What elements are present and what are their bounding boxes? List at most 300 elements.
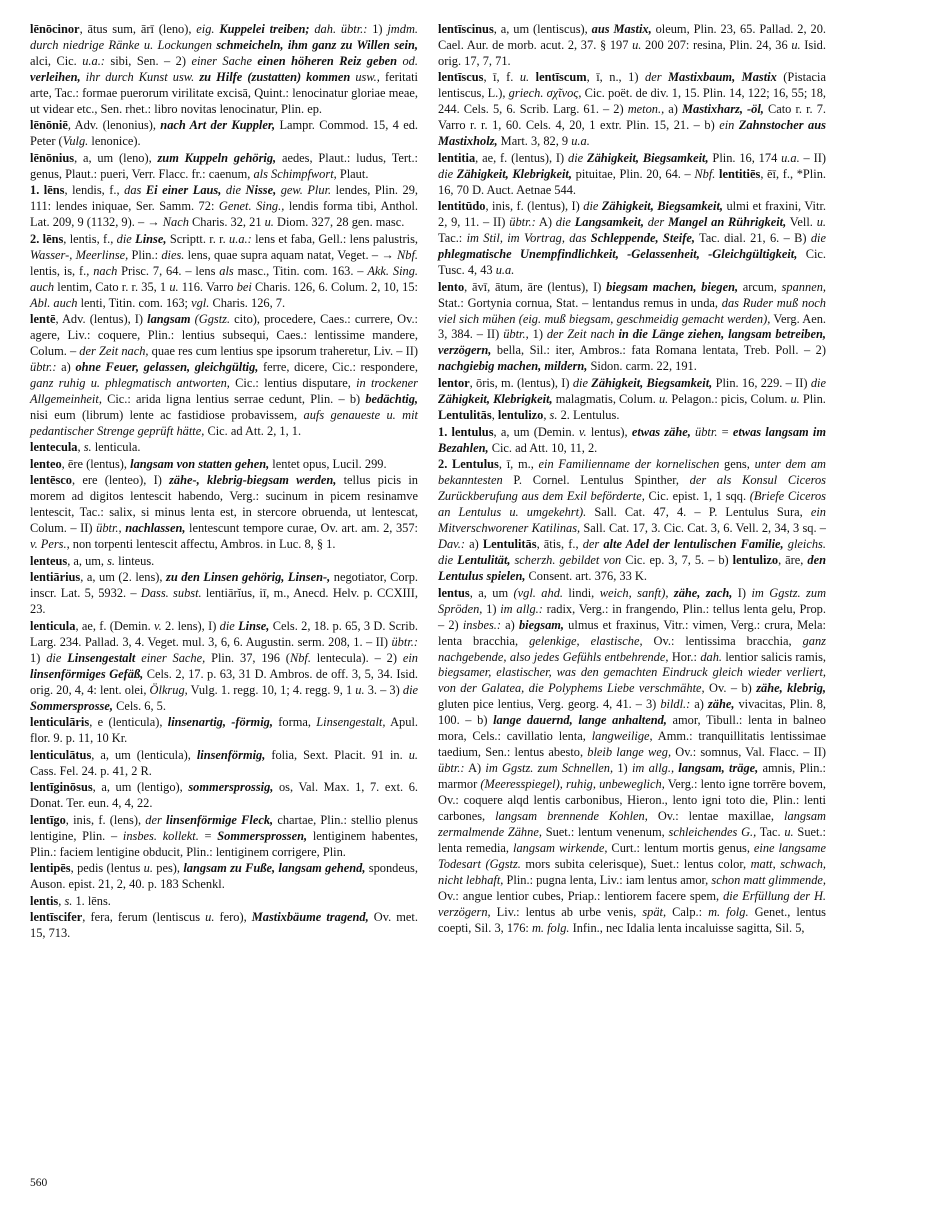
entry-text: (vgl. ahd.	[513, 585, 563, 600]
entry-text: linsenartig, -förmig,	[167, 715, 273, 730]
entry-text: Plin. 16, 229. – II)	[712, 375, 811, 390]
entry-text: 1)	[528, 327, 547, 342]
entry-text: gens,	[719, 457, 755, 472]
entry-text: =	[717, 424, 733, 439]
headword: lentīscifer	[30, 910, 83, 925]
entry-text: ein Familienname der kornelischen	[538, 457, 720, 472]
entry-text: lange dauernd, lange anhaltend,	[493, 713, 667, 728]
entry-text: Nisse,	[245, 183, 277, 198]
entry-text: als Schimpfwort,	[253, 166, 337, 181]
entry-text: Zähigkeit, Klebrigkeit,	[456, 166, 572, 181]
dictionary-entry	[30, 748, 418, 780]
entry-text: dah.	[700, 649, 722, 664]
entry-text: , āvī, ātum, āre (lentus), I)	[464, 279, 607, 294]
entry-text: , a, um (Demin.	[493, 424, 579, 439]
entry-text: u.a.:	[82, 53, 105, 68]
entry-text: Hor.:	[668, 649, 701, 664]
entry-text: übtr.:	[438, 761, 465, 776]
entry-text: ,	[491, 408, 498, 423]
entry-text: zu den Linsen gehörig, Linsen-,	[166, 570, 331, 585]
entry-text: Akk. Sing. auch	[30, 263, 419, 294]
entry-text: nach	[93, 263, 118, 278]
entry-text: lentiginem habentes, Plin.: faciem lentigine obducit, Plin.: lentiginem corrigere, Plin.	[30, 828, 418, 859]
entry-text: u.	[143, 861, 153, 876]
entry-text: die	[810, 231, 826, 246]
entry-text: =	[198, 828, 218, 843]
entry-text: Nbf.	[397, 247, 418, 262]
entry-text: übtr.:	[30, 359, 57, 374]
dictionary-entry	[438, 22, 826, 70]
entry-text: Cels. 6, 5.	[112, 698, 166, 713]
entry-text: u.a.	[571, 134, 590, 149]
entry-text: 3. – 3)	[364, 682, 403, 697]
entry-text: etwas zähe,	[631, 424, 691, 439]
entry-text: spondeus, Auson. epist. 21, 2, 40. p. 183 Schenkl.	[30, 861, 418, 892]
entry-text: Mart. 3, 82, 9	[497, 134, 572, 149]
headword: lentēsco	[30, 473, 72, 488]
entry-text: übtr.:	[391, 634, 418, 649]
dictionary-entry	[438, 280, 826, 376]
entry-text: lentiārĭus, iī, m., Anecd. Helv. p. CCXIII, 23.	[30, 586, 418, 617]
entry-text: in trockener Allgemeinheit,	[30, 375, 418, 406]
entry-text: u.	[784, 825, 794, 839]
entry-text: 1. lēns.	[72, 893, 111, 908]
dictionary-entry	[30, 440, 418, 456]
dictionary-entry	[30, 554, 418, 570]
right-column	[438, 22, 826, 937]
entry-text: zum Kuppeln gehörig,	[157, 150, 277, 165]
entry-text: etwas langsam im Bezahlen,	[438, 424, 826, 455]
entry-text: lentitiēs	[719, 166, 761, 181]
entry-text: Lampr. Commod. 15, 4 ed. Peter (	[30, 118, 418, 149]
entry-text: Cic.: arida ligna lentius serrae cedunt, Plin. – b)	[101, 391, 366, 406]
entry-text: A)	[464, 761, 486, 776]
entry-text: folia, Sext. Placit. 91 in.	[265, 747, 409, 762]
entry-text: m. folg.	[531, 920, 570, 935]
entry-text: Ov.: lentae maxillae,	[647, 809, 784, 824]
entry-text: bildl.:	[660, 697, 691, 712]
headword: 2. lēns	[30, 231, 64, 246]
entry-text: die Erfüllung der H. verzögern,	[438, 888, 827, 919]
entry-text: Mastixbäume tragend,	[251, 910, 369, 925]
entry-text: vgl.	[191, 295, 210, 310]
entry-text: lentecula). – 2)	[310, 650, 403, 665]
entry-text: ein Mitverschworener Katilinas,	[438, 505, 826, 536]
entry-text: Genet. Sing.,	[218, 199, 285, 214]
entry-text: sibi, Sen. – 2)	[104, 53, 192, 68]
entry-text: lenti, Titin. com. 163;	[77, 295, 192, 310]
entry-text: gleichs. die	[438, 537, 826, 568]
entry-text: u.a.:	[229, 231, 252, 246]
entry-text: Mangel an Rührigkeit,	[668, 215, 787, 230]
entry-text: langsam von statten gehen,	[130, 456, 270, 471]
entry-text: aus Mastix,	[591, 22, 652, 36]
entry-text: phlegmatische Unempfindlichkeit, -Gelassenheit, -Gleichgültigkeit,	[438, 247, 798, 262]
entry-text: 116. Varro	[178, 279, 237, 294]
entry-text: ein	[719, 118, 739, 133]
dictionary-entry	[30, 715, 418, 747]
entry-text: der	[645, 70, 669, 85]
entry-text: die	[219, 618, 239, 633]
entry-text: Cic. poët. de div. 1, 15. Plin. 14, 122; 16, 55; 18, 244. Cels. 5, 6. Scrib. Larg. 61. – 2)	[438, 86, 827, 117]
headword: lenteo	[30, 456, 62, 471]
entry-text: im allg.:	[500, 601, 543, 616]
entry-text: Plin. 16, 174	[708, 150, 782, 165]
headword: Lentulitās	[438, 408, 492, 423]
dictionary-entry	[438, 199, 826, 279]
entry-text: , a, um (2. lens),	[80, 570, 167, 585]
entry-text: masc., Titin. com. 163. –	[233, 263, 368, 278]
entry-text: langsam zermalmende Zähne,	[438, 809, 826, 839]
headword: lenticulātus	[30, 747, 92, 762]
entry-text: der	[145, 812, 167, 827]
entry-text: a)	[501, 617, 519, 632]
entry-text: Cass. Fel. 24. p. 41, 2 R.	[30, 763, 152, 778]
entry-text: den Lentulus spielen,	[438, 553, 826, 584]
entry-text: Consent. art. 376, 33 K.	[525, 569, 647, 584]
entry-text: Linse,	[135, 231, 167, 246]
entry-text: Plaut.	[336, 166, 369, 181]
entry-text: zähe-, klebrig-biegsam werden,	[169, 473, 337, 488]
entry-text: m. folg.	[708, 904, 749, 919]
entry-text: chartae, Plin.: stellio plenus lentigine, Plin. –	[30, 812, 418, 843]
entry-text: die	[568, 150, 588, 165]
entry-text: langsam wirkende,	[513, 840, 608, 855]
entry-text: A)	[535, 215, 556, 230]
entry-text: Linse,	[238, 618, 270, 633]
entry-text: pes),	[152, 861, 184, 876]
entry-text: 1)	[613, 761, 632, 776]
entry-text: , a, um (leno),	[74, 150, 158, 165]
headword: lēnōcinor	[30, 22, 80, 36]
entry-text: Ov. met. 15, 713.	[30, 910, 418, 941]
entry-text: lens et faba, Gell.: lens palustris,	[251, 231, 419, 246]
entry-text: , a, um (lenticula),	[91, 747, 197, 762]
entry-text: griech.	[508, 86, 544, 101]
entry-text: im allg.,	[631, 761, 675, 776]
entry-text: Ov.: lentissima bracchia,	[642, 633, 803, 648]
entry-text: übtr.:	[509, 215, 536, 230]
entry-text: 2. lens), I)	[161, 618, 220, 633]
entry-text: die	[402, 682, 419, 697]
entry-text: insbes.:	[462, 617, 502, 632]
dictionary-entry	[438, 457, 826, 585]
entry-text: – II)	[799, 150, 826, 165]
entry-text: arcum,	[738, 279, 782, 294]
entry-text: sommersprossig,	[188, 780, 274, 795]
entry-text: nach Art der Kuppler,	[160, 118, 276, 133]
entry-text: 1)	[30, 650, 47, 665]
entry-text: s.	[549, 408, 558, 423]
headword: 1. lēns	[30, 183, 65, 198]
entry-text: radix, Verg.: in frangendo, Plin.: tellus lenta gelu, Prop. – 2)	[438, 601, 826, 632]
entry-text: aufs genaueste u. mit pedantischer Strenge geprüft hätte,	[30, 407, 418, 438]
entry-text: biegsamer, elastischer, was den gemachten Eindruck gleich wieder verliert, von der Galatea, die Polyphems Liebe verschmähte,	[438, 665, 826, 696]
entry-text: Suet.: lenta remedia,	[438, 825, 826, 855]
entry-text: Vulg. 1. regg. 10, 1; 4. regg. 9, 1	[187, 682, 356, 697]
headword: lenticulāris	[30, 715, 90, 730]
entry-text: die	[555, 215, 575, 230]
entry-text: , a, um (lentigo),	[92, 780, 189, 795]
dictionary-entry	[30, 619, 418, 715]
entry-text: die	[810, 375, 826, 390]
entry-text: ferre, dicere, Cic.: respondere,	[258, 359, 418, 374]
headword: lentīgo	[30, 812, 66, 827]
entry-text: der als Konsul Ciceros Zurückberufung aus dem Exil beförderte,	[438, 473, 826, 504]
entry-text: alci, Cic.	[30, 53, 83, 68]
entry-text: der Zeit nach	[546, 327, 619, 342]
entry-text: u.a.	[495, 263, 515, 278]
entry-text: schleichendes G.,	[668, 825, 757, 839]
entry-text: (Briefe Ciceros an Lentulus u. umgekehrt).	[438, 489, 826, 520]
entry-text: schon matt glimmende,	[711, 872, 826, 887]
entry-text: a)	[464, 537, 483, 552]
entry-text: ein	[402, 650, 418, 665]
entry-text: quae res cum lentius spe ipsorum traheretur, Liv. – II)	[148, 344, 418, 359]
entry-text: Cato r. r. 7. Varro r. r. 1, 60. Cels. 4, 20, 1 extr. Plin. 15, 21. – b)	[438, 102, 827, 133]
entry-text: Isid. orig. 17, 7, 71.	[438, 37, 826, 68]
headword: lentor	[438, 375, 470, 390]
entry-text: Scriptt. r. r.	[166, 231, 230, 246]
entry-text: Dass. subst.	[140, 586, 202, 601]
entry-text: ulmus et fraxinus, Vitr.: vimen, Verg.: crura, Mela: lenta bracchia,	[438, 617, 826, 648]
entry-text: (Meeresspiegel), ruhig, unbeweglich,	[480, 777, 665, 792]
entry-text: u.	[632, 37, 642, 52]
entry-text: Sall. Cat. 17, 3. Cic. Cat. 3, 6. Vell. 2, 34, 3 sq. –	[580, 521, 827, 536]
entry-text: Linsengestalt,	[316, 715, 386, 730]
entry-text: verleihen,	[30, 69, 81, 84]
entry-text: gelenkige, elastische,	[529, 633, 643, 648]
headword: lentis	[30, 893, 59, 908]
entry-text: langsam	[147, 312, 191, 327]
entry-text: amnis, Plin.: marmor	[438, 761, 826, 792]
entry-text: , lentis, f.,	[63, 231, 117, 246]
dictionary-entry	[438, 151, 826, 199]
entry-text: zähe, klebrig,	[756, 681, 826, 696]
entry-text: , ī, m.,	[498, 457, 539, 472]
entry-text: a)	[690, 697, 708, 712]
entry-text: ,	[77, 440, 84, 455]
entry-text: Charis. 32, 21	[188, 215, 265, 230]
entry-text: 1)	[482, 601, 501, 616]
entry-text: Cic. ad Att. 2, 1, 1.	[204, 423, 302, 438]
entry-text: Ov.: angue lentior cubes, Priap.: lentiorem facere spem,	[438, 888, 724, 903]
entry-text: zähe,	[707, 697, 735, 712]
entry-text: lentet opus, Lucil. 299.	[269, 456, 387, 471]
entry-text: übtr.,	[96, 521, 122, 536]
entry-text: Charis. 126, 7.	[209, 295, 286, 310]
entry-text: langsam, träge,	[678, 761, 759, 776]
entry-text: ohne Feuer, gelassen, gleichgültig,	[75, 359, 259, 374]
entry-text: die	[116, 231, 136, 246]
entry-text: ihr durch Kunst usw.	[80, 69, 200, 84]
headword: lentē	[30, 312, 56, 327]
entry-text: Mastixharz, -öl,	[682, 102, 764, 117]
entry-text: , ēre (lentus),	[61, 456, 131, 471]
entry-text: lendis forma tibi, Anthol. Lat. 209, 9 (1132, 9). – →	[30, 199, 418, 230]
entry-text: I)	[732, 585, 752, 600]
entry-text: der	[582, 537, 604, 552]
entry-text: ulmi et fraxini, Vitr. 2, 9, 11. – II)	[438, 199, 826, 230]
entry-text: die	[572, 375, 592, 390]
entry-text: langsam zu Fuße, langsam gehend,	[183, 861, 366, 876]
entry-text: ,	[58, 893, 65, 908]
entry-text: lentīscum	[535, 70, 587, 85]
entry-text: Stat.: Gortynia cornua, Stat. – lentandus remus in unda,	[438, 295, 722, 310]
entry-text: Calp.:	[666, 904, 709, 919]
entry-text: s.	[83, 440, 92, 455]
entry-text: das Ruder muß noch viel sich mühen (eig. muß biegsam, geschmeidig gemacht werden),	[438, 295, 826, 326]
entry-text: Ov.: somnus, Val. Flacc. – II)	[671, 745, 826, 760]
entry-text: alte Adel der lentulischen Familie,	[603, 537, 784, 552]
entry-text: Kuppelei treiben;	[219, 22, 310, 36]
entry-text: die	[221, 183, 246, 198]
entry-text: Zähigkeit, Biegsamkeit,	[601, 199, 724, 214]
entry-text: Pelagon.: picis, Colum.	[668, 391, 791, 406]
entry-text: Dav.:	[438, 537, 465, 552]
entry-text: Zähigkeit, Klebrigkeit,	[438, 391, 553, 406]
entry-text: fero),	[214, 910, 252, 925]
entry-text: Sidon. carm. 22, 191.	[587, 359, 697, 374]
headword: lentecula	[30, 440, 78, 455]
entry-text: , inis, f. (lentus), I)	[485, 199, 584, 214]
entry-text: lindi,	[563, 585, 600, 600]
entry-text: v. Pers.,	[30, 537, 70, 552]
entry-text: , e (lenticula),	[89, 715, 168, 730]
entry-text: Sommersprossen,	[217, 828, 308, 843]
entry-text: , āre,	[778, 553, 808, 568]
headword: lēnōnius	[30, 150, 75, 165]
entry-text: lenonice).	[88, 134, 141, 149]
entry-text: Liv.: lentus ab urbe venis,	[490, 904, 643, 919]
entry-text: Cic.: lentius disputare,	[229, 375, 357, 390]
entry-text: linsenförmig,	[196, 747, 266, 762]
entry-text: ganz nachgebende, also jedes Gefühls entbehrende,	[438, 633, 827, 664]
entry-text: v.	[578, 424, 587, 439]
entry-text: lentis, is, f.,	[30, 263, 94, 278]
entry-text: a)	[664, 102, 682, 117]
entry-text: Linsengestalt	[67, 650, 136, 665]
entry-text: lentim, Cato r. r. 35, 1	[54, 279, 170, 294]
entry-text: die	[438, 166, 457, 181]
entry-text: Vell.	[786, 215, 817, 230]
entry-text: die	[583, 199, 602, 214]
entry-text: Nbf.	[289, 650, 311, 665]
entry-text: Cic. Tusc. 4, 43	[438, 247, 827, 278]
entry-text: lentescunt tempore curae, Ov. art. am. 2, 357:	[185, 521, 418, 536]
entry-text: u.	[816, 215, 826, 230]
entry-text: langsam brennende Kohlen,	[495, 809, 648, 824]
entry-text: Apul. flor. 9. p. 11, 10 Kr.	[30, 715, 418, 746]
entry-text: Curt.: lentum mortis genus,	[607, 840, 754, 855]
entry-text: spannen,	[781, 279, 826, 294]
entry-text: zähe, zach,	[673, 585, 733, 600]
entry-text: Plin.:	[128, 247, 162, 262]
headword: lentus	[438, 585, 470, 600]
entry-text: mors subita celerisque), Suet.: lentus color,	[520, 856, 751, 871]
dictionary-entry	[30, 183, 418, 231]
entry-text: Ei einer Laus,	[145, 183, 222, 198]
entry-text: bei	[236, 279, 252, 294]
entry-text: gluten pice lentius, Verg. georg. 4, 41. – 3)	[438, 697, 661, 712]
dictionary-entry	[30, 813, 418, 861]
entry-text: , ere (lenteo), I)	[71, 473, 170, 488]
dictionary-entry	[30, 910, 418, 942]
headword: lentīscus	[438, 70, 484, 85]
entry-text: Tac. dial. 21, 6. – B)	[694, 231, 811, 246]
entry-text: dah. übtr.:	[309, 22, 373, 36]
dictionary-entry	[30, 312, 418, 440]
dictionary-entry	[438, 408, 826, 424]
entry-text: , a, um,	[67, 553, 108, 568]
entry-text: feritati arte, Tac.: formae puerorum virilitate excisā, Quint.: lenocinatur gloriae meae, ut videar etc., Sen. rhet.: libro novitas lenocinatur, Plin. ep.	[30, 69, 419, 116]
entry-text: Mastixbaum, Mastix	[668, 70, 777, 85]
entry-text: oleum, Plin. 23, 65. Pallad. 2, 20. Cael. Aur. de morb. acut. 2, 37. § 197	[438, 22, 826, 52]
dictionary-entry	[30, 894, 418, 910]
entry-text: , ōris, m. (lentus), I)	[469, 375, 573, 390]
dictionary-entry	[30, 570, 418, 618]
left-column	[30, 22, 418, 943]
entry-text: a)	[56, 359, 76, 374]
entry-text: od.	[397, 53, 418, 68]
entry-text: P. Cornel. Lentulus Spinther,	[502, 473, 690, 488]
entry-text: lentulizo	[732, 553, 779, 568]
entry-text: , inis, f. (lens),	[65, 812, 146, 827]
entry-text: pituitae, Plin. 20, 64. –	[571, 166, 695, 181]
entry-text: 1)	[372, 22, 388, 36]
entry-text: bleib lange weg,	[587, 745, 672, 760]
entry-text: Zahnstocher aus Mastixholz,	[438, 118, 826, 149]
entry-text: , ae, f. (lentus), I)	[475, 150, 569, 165]
entry-text: , fera, ferum (lentiscus	[82, 910, 206, 925]
entry-text: biegsam,	[518, 617, 565, 632]
entry-text: Schleppende, Steife,	[590, 231, 695, 246]
entry-text: einer Sache,	[135, 650, 206, 665]
entry-text: forma,	[272, 715, 317, 730]
entry-text: Genet., lentus coepti, Sil. 3, 176:	[438, 904, 826, 935]
entry-text: u.	[355, 682, 365, 697]
headword: lēnōniē	[30, 118, 68, 133]
entry-text: Plin. 37, 196 (	[205, 650, 290, 665]
entry-text: u.	[169, 279, 179, 294]
entry-text: Prisc. 7, 64. – lens	[117, 263, 220, 278]
entry-text: u.	[519, 70, 530, 85]
entry-text: jmdm. durch niedrige Ränke u. Lockungen	[30, 22, 418, 52]
entry-text: Plin.: pugna lenta, Liv.: iam lentus amor,	[503, 872, 712, 887]
entry-text: , ī, f.	[483, 70, 520, 85]
entry-text: (Pistacia lentiscus, L.),	[438, 70, 826, 101]
dictionary-entry	[438, 586, 826, 937]
dictionary-entry	[438, 425, 826, 457]
dictionary-entry	[30, 232, 418, 312]
headword: lentīscinus	[438, 22, 494, 36]
entry-text: einer Sache	[191, 53, 258, 68]
dictionary-entry	[30, 457, 418, 473]
entry-text: der	[643, 215, 669, 230]
entry-text: vivacitas, Plin. 8, 100. – b)	[438, 697, 826, 728]
entry-text: meton.,	[627, 102, 665, 117]
entry-text: tellus picis in morem ad digitos lentescit habendo, Verg.: sucinum in picem resinamve lentescit, Tac.: salix, si minus lenta est, in stercore obruenda, ut lentescat, Colum. – II)	[30, 473, 418, 536]
entry-text: Lentulitās	[482, 537, 537, 552]
entry-text: os, Val. Max. 1, 7. ext. 6. Donat. Ter. eun. 4, 4, 22.	[30, 780, 418, 811]
entry-text: Langsamkeit,	[574, 215, 644, 230]
entry-text: v.	[154, 618, 162, 633]
entry-text: dies.	[161, 247, 185, 262]
dictionary-entry	[30, 473, 418, 553]
entry-text: in die Länge ziehen, langsam betreiben, verzögern,	[438, 327, 826, 358]
entry-text: Ov. – b)	[704, 681, 757, 696]
entry-text: eine langsame Todesart (Ggstz.	[438, 840, 826, 871]
